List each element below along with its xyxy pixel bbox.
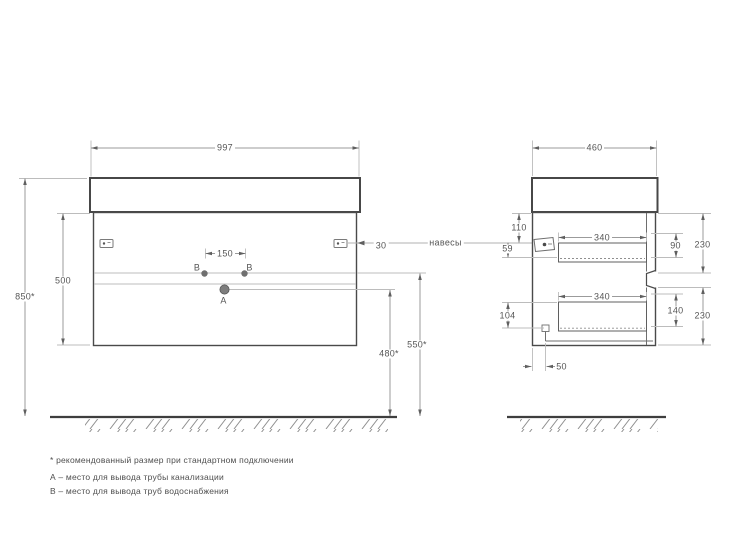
dim-hinge-to-drawer: 59	[502, 243, 513, 253]
footnote-a-drain: А – место для вывода трубы канализации	[50, 472, 224, 482]
dim-outlet-spacing: 150	[217, 248, 233, 258]
dim-hinge-offset: 30	[375, 240, 387, 251]
dim-bottom-recess: 50	[556, 361, 567, 371]
dim-bottom-drawer-offset: 104	[499, 310, 516, 320]
dim-bottom-front-height: 230	[694, 310, 711, 320]
dim-bottom-drawer-depth: 340	[594, 291, 610, 301]
dim-water-outlet-height: 550*	[407, 339, 427, 350]
bottom-drawer-box	[559, 302, 647, 331]
footnote-b-water: В – место для вывода труб водоснабжения	[50, 486, 229, 496]
dim-top-drawer-inner-height: 90	[670, 240, 681, 250]
side-view	[502, 141, 711, 433]
top-drawer-box	[559, 243, 647, 262]
drain-outlet-point	[220, 285, 229, 294]
dim-drain-outlet-height: 480*	[379, 348, 399, 358]
marker-b-left: B	[193, 262, 201, 272]
dim-top-front-height: 230	[694, 239, 711, 250]
marker-a: A	[220, 295, 227, 305]
dim-front-body-height: 500	[55, 275, 71, 286]
dim-side-depth: 460	[586, 142, 603, 152]
dim-hinge-from-top: 110	[511, 222, 527, 233]
hinge-icon-front-right	[334, 240, 347, 248]
hinge-icon-front-left	[100, 240, 113, 248]
dim-front-width: 997	[217, 142, 233, 152]
floor-hatching-side	[520, 419, 658, 432]
marker-b-right: B	[246, 262, 253, 272]
dim-front-total-height: 850*	[15, 291, 35, 302]
water-outlet-point-left	[201, 270, 207, 276]
hangers-label: навесы	[429, 237, 462, 248]
front-view	[19, 141, 533, 433]
floor-hatching-front	[85, 419, 388, 432]
footnote-recommended-size: * рекомендованный размер при стандартном подключении	[50, 455, 294, 465]
dim-top-drawer-depth: 340	[594, 232, 610, 242]
dim-bottom-drawer-inner-height: 140	[667, 305, 684, 315]
hinge-icon-side	[534, 238, 555, 252]
